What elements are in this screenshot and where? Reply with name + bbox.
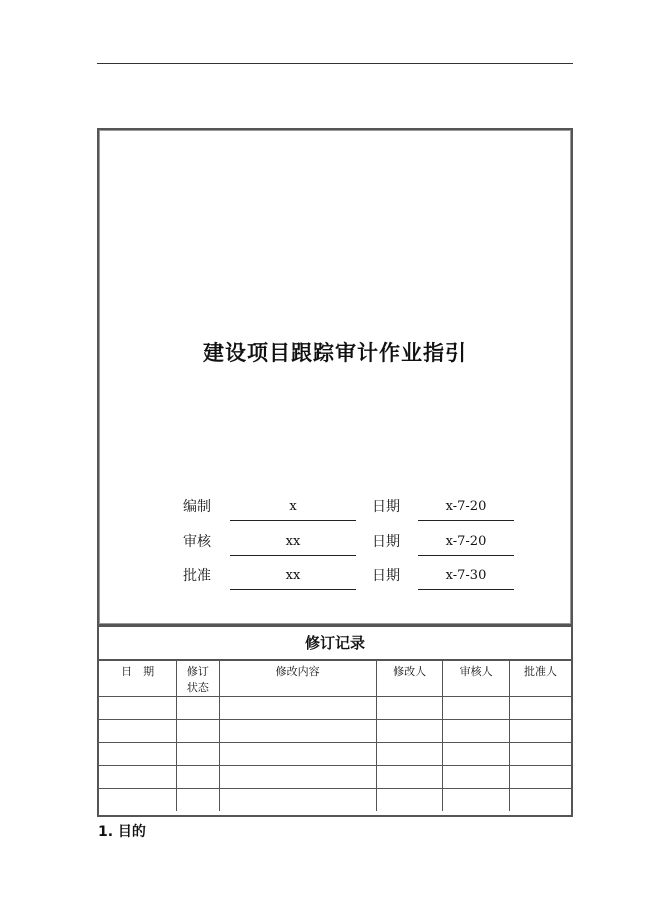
section-heading-purpose: 1. 目的 (98, 824, 146, 840)
column-header-date: 日 期 (99, 661, 177, 697)
table-cell (177, 720, 219, 743)
column-header-modifier: 修改人 (376, 661, 443, 697)
table-cell (219, 697, 376, 720)
header-rule (97, 63, 573, 64)
table-cell (177, 743, 219, 766)
table-cell (219, 743, 376, 766)
table-cell (99, 789, 177, 812)
table-cell (509, 697, 571, 720)
signoff-name: x (230, 494, 356, 521)
signoff-name: xx (230, 563, 356, 590)
table-cell (177, 789, 219, 812)
table-row (99, 720, 571, 743)
table-cell (99, 697, 177, 720)
table-cell (219, 789, 376, 812)
column-header-approver: 批准人 (509, 661, 571, 697)
signoff-date-label: 日期 (372, 568, 400, 584)
table-cell (509, 766, 571, 789)
table-cell (443, 789, 510, 812)
signoff-role: 编制 (183, 499, 211, 515)
signoff-role: 审核 (183, 534, 211, 550)
table-cell (376, 789, 443, 812)
revision-table (99, 661, 571, 811)
table-cell (443, 720, 510, 743)
column-header-reviewer: 审核人 (443, 661, 510, 697)
column-header-status: 修订 状态 (177, 661, 219, 697)
table-cell (443, 743, 510, 766)
table-cell (376, 720, 443, 743)
signoff-date: x-7-20 (418, 494, 514, 521)
table-cell (376, 766, 443, 789)
table-cell (219, 720, 376, 743)
signoff-row-compile (99, 488, 571, 522)
table-cell (99, 766, 177, 789)
revision-header-row (99, 661, 571, 697)
signoff-row-review (99, 523, 571, 557)
signoff-row-approve (99, 557, 571, 591)
table-cell (376, 697, 443, 720)
table-cell (443, 697, 510, 720)
signoff-date-label: 日期 (372, 534, 400, 550)
signoff-date: x-7-30 (418, 563, 514, 590)
column-header-content: 修改内容 (219, 661, 376, 697)
table-cell (509, 720, 571, 743)
revision-record-table (97, 625, 573, 817)
table-row (99, 743, 571, 766)
table-cell (509, 743, 571, 766)
table-row (99, 766, 571, 789)
table-cell (219, 766, 376, 789)
table-cell (509, 789, 571, 812)
document-title: 建设项目跟踪审计作业指引 (203, 341, 467, 365)
table-row (99, 789, 571, 812)
table-row (99, 697, 571, 720)
table-cell (443, 766, 510, 789)
revision-record-title: 修订记录 (99, 627, 571, 661)
table-cell (376, 743, 443, 766)
table-cell (177, 697, 219, 720)
signoff-date-label: 日期 (372, 499, 400, 515)
table-cell (99, 720, 177, 743)
signoff-name: xx (230, 529, 356, 556)
table-cell (177, 766, 219, 789)
table-cell (99, 743, 177, 766)
signoff-date: x-7-20 (418, 529, 514, 556)
cover-frame (97, 128, 573, 626)
signoff-role: 批准 (183, 568, 211, 584)
